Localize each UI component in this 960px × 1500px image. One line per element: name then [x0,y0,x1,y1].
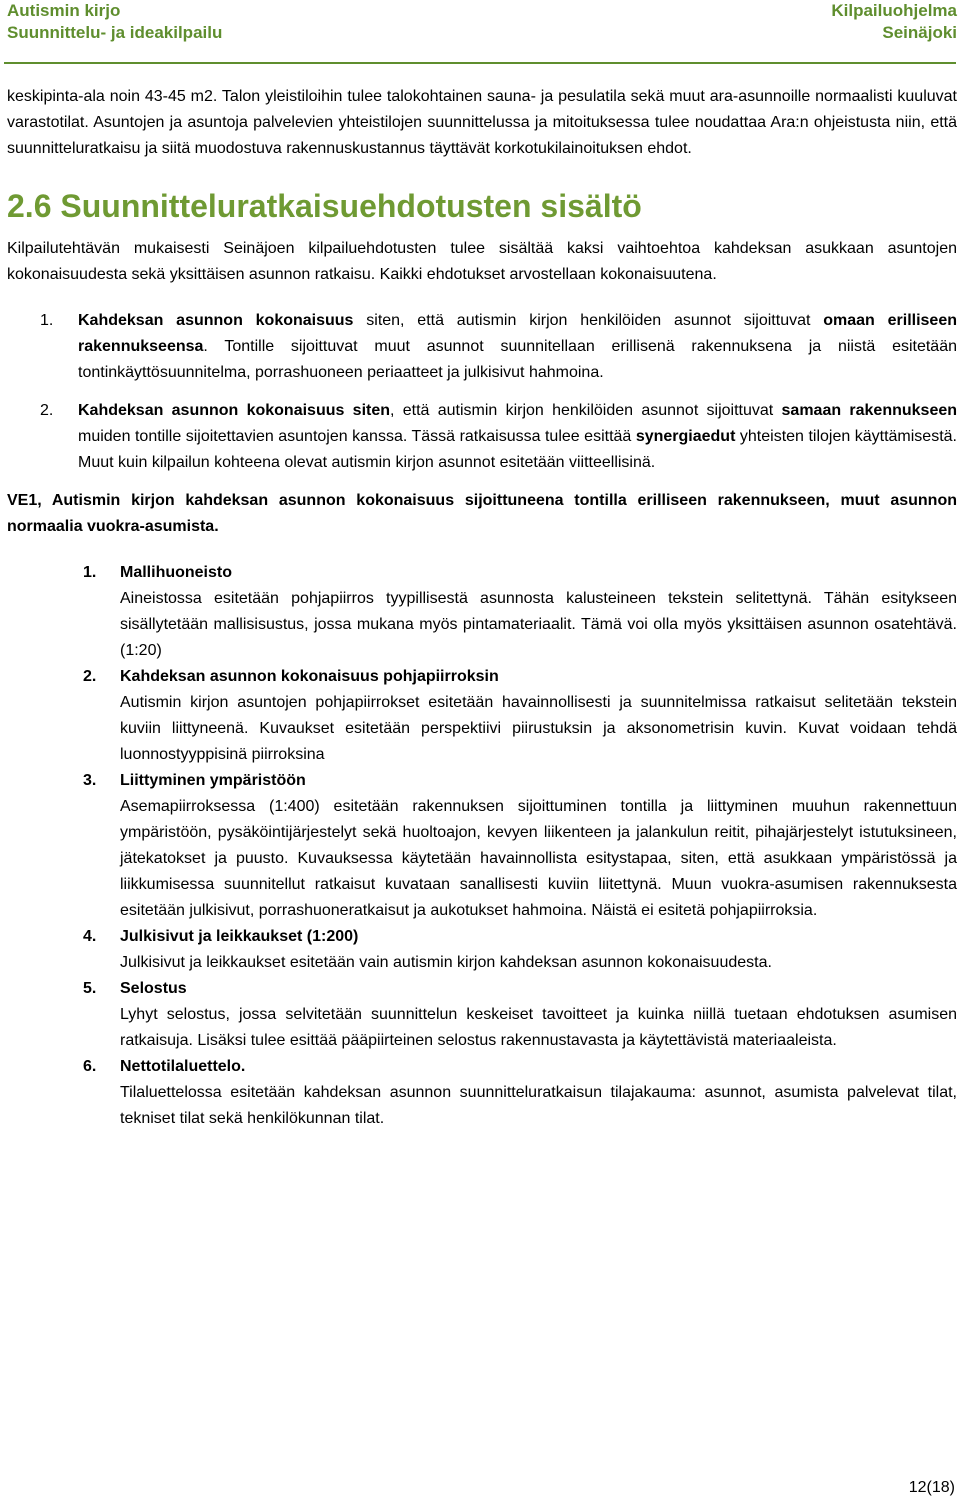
deliverable-title: Nettotilaluettelo. [120,1058,246,1075]
option-item [7,398,957,476]
option-text: muiden tontille sijoitettavien asuntojen kanssa. Tässä ratkaisussa tulee esittää [78,428,636,445]
option-bold: samaan rakennukseen [781,402,958,419]
deliverable-title: Selostus [120,980,187,997]
deliverable-item [7,1054,957,1132]
deliverable-number: 6. [83,1058,97,1075]
header-city: Seinäjoki [882,23,957,42]
deliverable-item [7,976,957,1054]
deliverable-title: Liittyminen ympäristöön [120,772,306,789]
option-bold: omaan erilliseen rakennukseensa [78,312,958,355]
deliverable-text: Julkisivut ja leikkaukset esitetään vain autismin kirjon kahdeksan asunnon kokonaisuudesta. [120,954,772,971]
section-heading: 2.6 Suunnitteluratkaisuehdotusten sisältö [7,188,642,224]
option-number: 2. [40,402,54,419]
option-text: siten, että autismin kirjon henkilöiden asunnot sijoittuvat [353,312,824,329]
option-text: , että autismin kirjon henkilöiden asunnot sijoittuvat [390,402,782,419]
deliverables-list [7,560,957,1132]
deliverable-title: Julkisivut ja leikkaukset (1:200) [120,928,359,945]
deliverable-item [7,664,957,768]
deliverable-text: Aineistossa esitetään pohjapiirros tyypillisestä asunnosta kalusteineen tekstein selitettynä. Tähän esitykseen sisällytetään mallisisustus, jossa mukana myös pintamateriaalit. Tämä voi olla myös yksittäisen asunnon osatehtävä. (1:20) [120,590,957,659]
ve1-heading: VE1, Autismin kirjon kahdeksan asunnon kokonaisuus sijoittuneena tontilla erilliseen rakennukseen, muut asunnon normaalia vuokra-asumista. [7,492,957,535]
page-header [0,0,960,66]
option-item [7,308,957,386]
option-number: 1. [40,312,54,329]
header-left [7,0,222,44]
deliverable-title: Kahdeksan asunnon kokonaisuus pohjapiirroksin [120,668,499,685]
deliverable-number: 3. [83,772,97,789]
header-divider [4,62,956,64]
deliverable-number: 1. [83,564,97,581]
section-lead-paragraph: Kilpailutehtävän mukaisesti Seinäjoen kilpailuehdotusten tulee sisältää kaksi vaihtoehtoa kahdeksan asukkaan asuntojen kokonaisuudesta sekä yksittäisen asunnon ratkaisu. Kaikki ehdotukset arvostellaan kokonaisuutena. [7,240,957,283]
header-document-title: Autismin kirjo [7,1,121,20]
header-right [831,0,957,44]
deliverable-number: 2. [83,668,97,685]
option-text: yhteisten tilojen käyttämisestä. Muut kuin kilpailun kohteena olevat autismin kirjon asunnot esitetään viitteellisinä. [78,428,957,471]
deliverable-item [7,560,957,664]
deliverable-item [7,768,957,924]
deliverable-text: Tilaluettelossa esitetään kahdeksan asunnon suunnitteluratkaisun tilajakauma: asunnot, asumista palvelevat tilat, tekniset tilat sekä henkilökunnan tilat. [120,1084,957,1127]
deliverable-title: Mallihuoneisto [120,564,232,581]
page-content [7,84,957,1132]
option-bold: Kahdeksan asunnon kokonaisuus [78,312,354,329]
deliverable-text: Asemapiirroksessa (1:400) esitetään rakennuksen sijoittuminen tontilla ja liittyminen muuhun rakennettuun ympäristöön, pysäköintijärjestelyt sekä huoltoajon, kevyen liikenteen ja jalankulun reitit, pihajärjestelyt istutuksineen, jätekatokset ja puusto. Kuvauksessa käytetään havainnollista esitystapaa, siten, että asukkaan ympäristössä ja liikkumisessa suunnitellut ratkaisut kuvataan sanallisesti kuviin liitettynä. Muun vuokra-asumisen rakennuksesta esitetään julkisivut, porrashuoneratkaisut ja aukotukset hahmoina. Näistä ei esitetä pohjapiirroksia. [120,798,957,919]
option-text: . Tontille sijoittuvat muut asunnot suunnitellaan erillisenä rakennuksena ja niistä esitetään tontinkäyttösuunnitelma, porrashuoneen periaatteet ja julkisivut hahmoina. [78,338,957,381]
option-bold: Kahdeksan asunnon kokonaisuus siten [78,402,391,419]
option-bold: synergiaedut [635,428,736,445]
header-document-subtitle: Suunnittelu- ja ideakilpailu [7,23,223,42]
deliverable-number: 5. [83,980,97,997]
intro-paragraph: keskipinta-ala noin 43-45 m2. Talon yleistiloihin tulee talokohtainen sauna- ja pesulatila sekä muut ara-asunnoille normaalisti kuuluvat varastotilat. Asuntojen ja asuntoja palvelevien yhteistilojen suunnittelussa ja mitoituksessa tulee noudattaa Ara:n ohjeistusta niin, että suunnitteluratkaisu ja siitä muodostuva rakennuskustannus täyttävät korkotukilainoituksen ehdot. [7,88,957,157]
deliverable-text: Lyhyt selostus, jossa selvitetään suunnittelun keskeiset tavoitteet ja kuinka niillä tuetaan ehdotuksen asumisen ratkaisuja. Lisäksi tulee esittää pääpiirteinen selostus rakennustavasta ja käytettävistä materiaaleista. [120,1006,957,1049]
deliverable-item [7,924,957,976]
page-number: 12(18) [908,1479,955,1496]
deliverable-number: 4. [83,928,97,945]
options-list [7,308,957,476]
deliverable-text: Autismin kirjon asuntojen pohjapiirrokset esitetään havainnollisesti ja suunnitelmissa ratkaisut selitetään tekstein kuviin liittyneenä. Kuvaukset esitetään perspektiivi piirustuksin ja aksonometrisin kuvin. Kuvat voidaan tehdä luonnostyyppisinä piirroksina [120,694,957,763]
header-section-title: Kilpailuohjelma [831,1,957,20]
